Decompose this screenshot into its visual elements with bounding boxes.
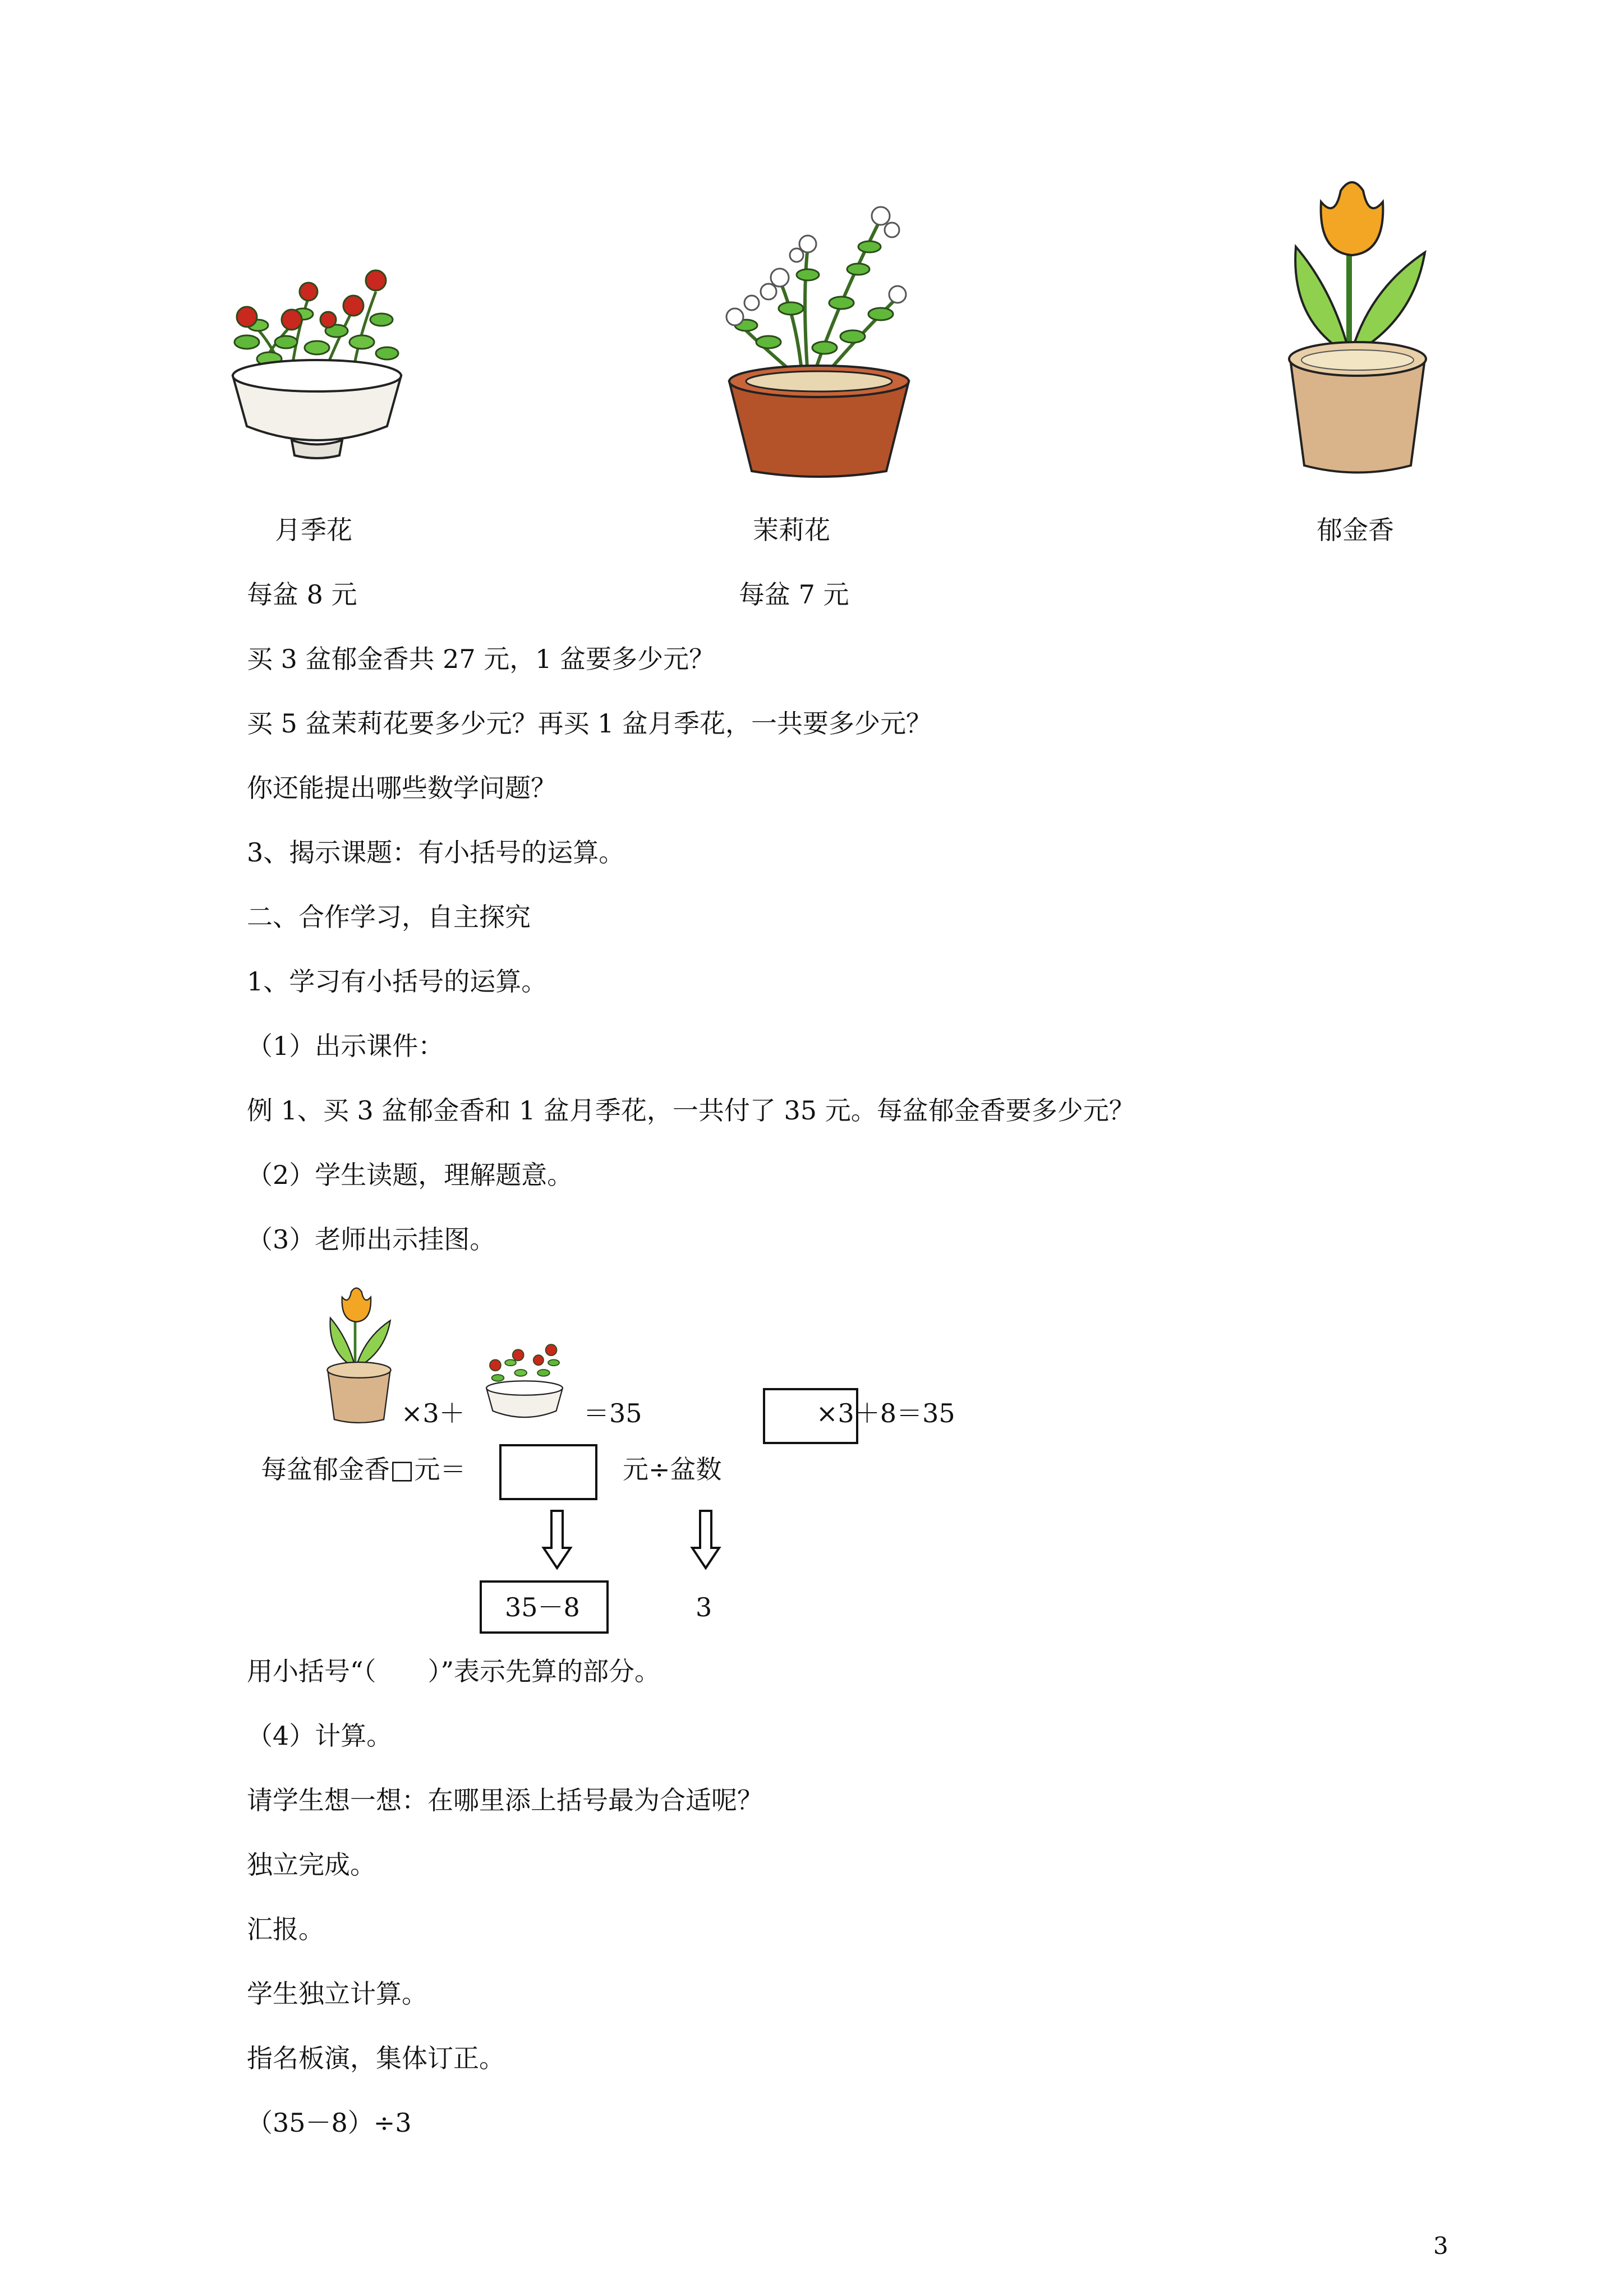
answer-box-mid <box>499 1444 597 1500</box>
flower-name-tulip: 郁金香 <box>1317 515 1394 545</box>
box-35-minus-8-text: 35－8 <box>505 1592 580 1622</box>
text-line: （3）老师出示挂图。 <box>247 1224 496 1255</box>
per-pot-label: 每盆郁金香□元＝ <box>261 1454 466 1484</box>
text-line: 1、学习有小括号的运算。 <box>247 966 548 997</box>
text-line: 例 1、买 3 盆郁金香和 1 盆月季花，一共付了 35 元。每盆郁金香要多少元？ <box>247 1095 1135 1126</box>
text-line: （35－8）÷3 <box>247 2108 412 2138</box>
text-line: 二、合作学习，自主探究 <box>247 902 531 932</box>
page-number: 3 <box>1433 2232 1448 2260</box>
box-expression: ×3＋8＝35 <box>816 1398 955 1428</box>
text-line: 3、揭示课题：有小括号的运算。 <box>247 837 625 868</box>
flower-name-rose: 月季花 <box>275 515 352 545</box>
eq35-label: ＝35 <box>583 1398 642 1428</box>
three-label: 3 <box>696 1592 712 1622</box>
down-arrow-icon <box>690 1509 721 1570</box>
text-line: 用小括号“（ ）”表示先算的部分。 <box>247 1656 661 1686</box>
text-line: 独立完成。 <box>247 1850 376 1880</box>
flower-name-jasmine: 茉莉花 <box>753 515 830 545</box>
text-line: （1）出示课件： <box>247 1031 444 1061</box>
text-line: （2）学生读题，理解题意。 <box>247 1160 573 1190</box>
text-line: 指名板演，集体订正。 <box>247 2043 505 2073</box>
text-line: 买 3 盆郁金香共 27 元，1 盆要多少元？ <box>247 644 715 674</box>
small-rose-pot-image <box>482 1335 567 1431</box>
text-line: 你还能提出哪些数学问题？ <box>247 773 556 803</box>
flower-price-jasmine: 每盆 7 元 <box>739 579 849 610</box>
text-line: 学生独立计算。 <box>247 1979 427 2009</box>
text-line: 汇报。 <box>247 1914 324 1944</box>
jasmine-pot-image <box>712 196 926 482</box>
rose-pot-image <box>224 258 410 471</box>
text-line: 买 5 盆茉莉花要多少元？再买 1 盆月季花，一共要多少元？ <box>247 708 932 739</box>
tulip-pot-image <box>1279 174 1436 477</box>
down-arrow-icon <box>541 1509 573 1570</box>
text-line: 请学生想一想：在哪里添上括号最为合适呢？ <box>247 1785 763 1815</box>
flower-price-rose: 每盆 8 元 <box>247 579 357 610</box>
yuan-div-label: 元÷盆数 <box>623 1454 722 1484</box>
text-line: （4）计算。 <box>247 1721 393 1751</box>
small-tulip-pot-image <box>323 1279 395 1430</box>
times3plus-label: ×3＋ <box>401 1398 465 1428</box>
